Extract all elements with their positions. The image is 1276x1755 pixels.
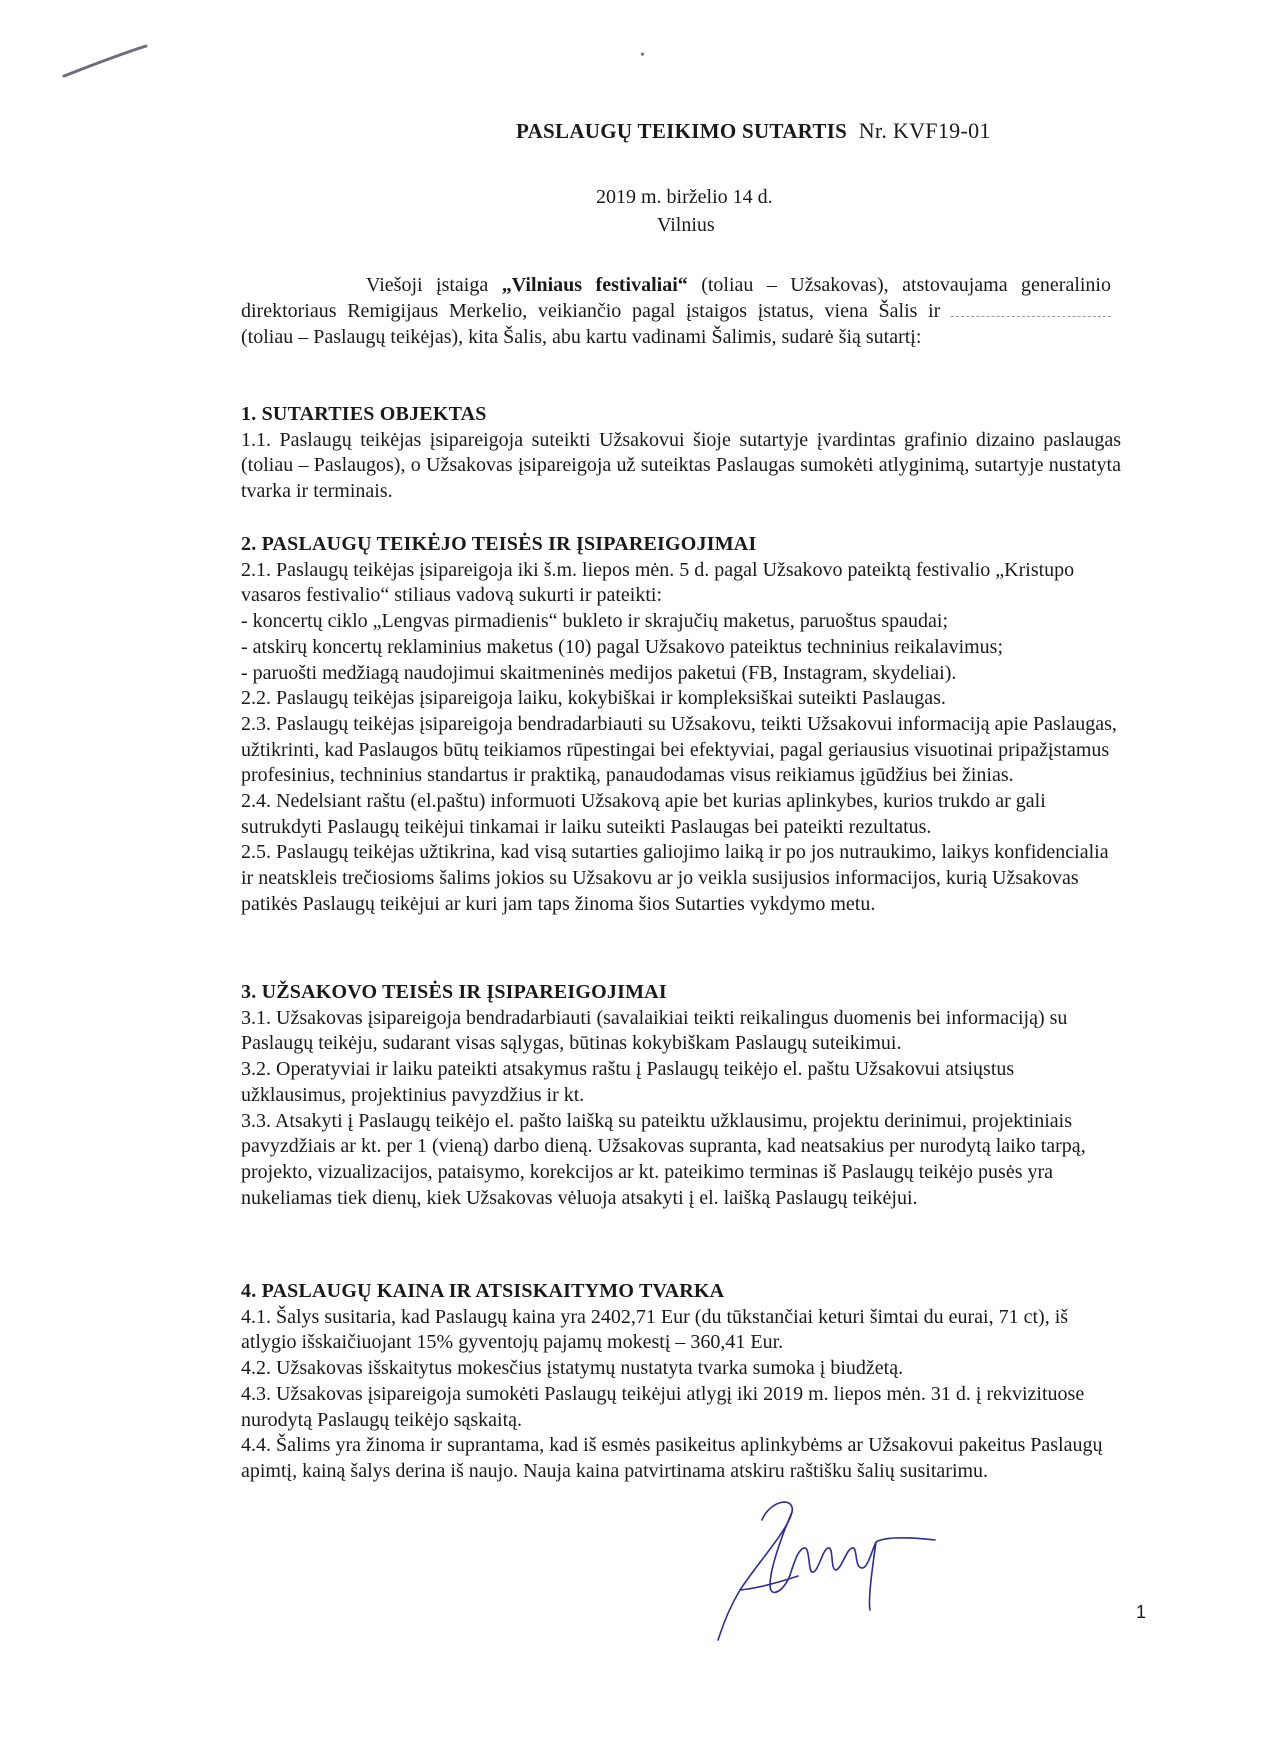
- clause: 2.2. Paslaugų teikėjas įsipareigoja laiku, kokybiškai ir kompleksiškai suteikti Paslaugas.: [241, 687, 946, 710]
- section-2: [241, 532, 1121, 918]
- section-heading: 3. UŽSAKOVO TEISĖS IR ĮSIPAREIGOJIMAI: [241, 981, 667, 1003]
- clause: 2.3. Paslaugų teikėjas įsipareigoja bendradarbiauti su Užsakovu, teikti Užsakovui informaciją apie Paslaugas, užtikrinti, kad Paslaugos būtų teikiamos rūpestingai bei efektyviai, pagal geriausius visuotinai pripažįstamus profesinius, techninius standartus ir praktiką, panaudodamas visus reikiamus įgūdžius bei žinias.: [241, 712, 1117, 787]
- signature-icon: [700, 1490, 940, 1650]
- contract-date: 2019 m. birželio 14 d.: [596, 186, 773, 208]
- clause: 4.4. Šalims yra žinoma ir suprantama, kad iš esmės pasikeitus aplinkybėms ar Užsakovui pakeitus Paslaugų apimtį, kainą šalys derina iš naujo. Nauja kaina patvirtinama atskiru raštišku šalių susitarimu.: [241, 1434, 1103, 1482]
- redacted-name: [951, 302, 1111, 317]
- intro-prefix: Viešoji įstaiga: [366, 274, 502, 296]
- clause: 3.1. Užsakovas įsipareigoja bendradarbiauti (savalaikiai teikti reikalingus duomenis bei informaciją) su Paslaugų teikėju, sudarant visas sąlygas, būtinas kokybiškam Paslaugų suteikimui.: [241, 1006, 1068, 1055]
- clause: 3.2. Operatyviai ir laiku pateikti atsakymus raštu į Paslaugų teikėjo el. paštu Užsakovui atsiųstus užklausimus, projektinius pavyzdžius ir kt.: [241, 1058, 1015, 1106]
- clause: 2.4. Nedelsiant raštu (el.paštu) informuoti Užsakovą apie bet kurias aplinkybes, kurios trukdo ar gali sutrukdyti Paslaugų teikėjui tinkamai ir laiku suteikti Paslaugas bei pateikti rezultatus.: [241, 790, 1046, 838]
- clause: 2.5. Paslaugų teikėjas užtikrina, kad visą sutarties galiojimo laiką ir po jos nutraukimo, laikys konfidencialia ir neatskleis trečiosioms šalims jokios su Užsakovu ar jo veikla susijusios informacijos, kurią Užsakovas patikės Paslaugų teikėjui ar kuri jam taps žinoma šios Sutarties vykdymo metu.: [241, 841, 1109, 915]
- list-item: - paruošti medžiagą naudojimui skaitmeninės medijos paketui (FB, Instagram, skydeliai).: [241, 661, 957, 684]
- section-4: [241, 1279, 1121, 1485]
- page-title: [516, 118, 1076, 144]
- page-number: 1: [1136, 1602, 1147, 1622]
- pen-stroke-mark: [60, 40, 150, 80]
- list-item: - koncertų ciklo „Lengvas pirmadienis“ bukleto ir skrajučių maketus, paruoštus spaudai;: [241, 610, 949, 633]
- section-heading: 4. PASLAUGŲ KAINA IR ATSISKAITYMO TVARKA: [241, 1280, 725, 1302]
- clause: 4.3. Užsakovas įsipareigoja sumokėti Paslaugų teikėjui atlygį iki 2019 m. liepos mėn. 31 d. į rekvizituose nurodytą Paslaugų teikėjo sąskaitą.: [241, 1382, 1085, 1431]
- section-heading: 1. SUTARTIES OBJEKTAS: [241, 403, 487, 425]
- clause: 4.2. Užsakovas išskaitytus mokesčius įstatymų nustatyta tvarka sumoka į biudžetą.: [241, 1357, 904, 1380]
- intro-line2: (toliau – Paslaugų teikėjas), kita Šalis, abu kartu vadinami Šalimis, sudarė šią sutartį:: [241, 326, 922, 348]
- org-name: „Vilniaus festivaliai“: [501, 274, 688, 296]
- contract-title: PASLAUGŲ TEIKIMO SUTARTIS: [516, 119, 848, 143]
- intro-paragraph: [241, 272, 1111, 350]
- section-heading: 2. PASLAUGŲ TEIKĖJO TEISĖS IR ĮSIPAREIGOJIMAI: [241, 533, 757, 555]
- speck: •: [640, 48, 645, 63]
- clause: 3.3. Atsakyti į Paslaugų teikėjo el. pašto laišką su pateiktu užklausimu, projektu derinimui, projektiniais pavyzdžiais ar kt. per 1 (vieną) darbo dieną. Užsakovas supranta, kad neatsakius per nurodytą laiko tarpą, projekto, vizualizacijos, pataisymo, korekcijos ar kt. pateikimo terminas iš Paslaugų teikėjo pusės yra nukeliamas tiek dienų, kiek Užsakovas vėluoja atsakyti į el. laišką Paslaugų teikėjui.: [241, 1109, 1086, 1209]
- clause: 4.1. Šalys susitaria, kad Paslaugų kaina yra 2402,71 Eur (du tūkstančiai keturi šimtai du eurai, 71 ct), iš atlygio išskaičiuojant 15% gyventojų pajamų mokestį – 360,41 Eur.: [241, 1305, 1069, 1354]
- intro-line1: (toliau – Užsakovas), atstovaujama generalinio direktoriaus Remigijaus Merkelio, veikiančio pagal įstaigos įstatus, viena Šalis ir: [241, 274, 1111, 322]
- section-3: [241, 980, 1121, 1211]
- section-1: [241, 402, 1121, 505]
- contract-city: Vilnius: [657, 214, 715, 236]
- contract-number: Nr. KVF19-01: [858, 118, 991, 143]
- clause: 1.1. Paslaugų teikėjas įsipareigoja suteikti Užsakovui šioje sutartyje įvardintas grafinio dizaino paslaugas (toliau – Paslaugos), o Užsakovas įsipareigoja už suteiktas Paslaugas sumokėti atlyginimą, sutartyje nustatyta tvarka ir terminais.: [241, 428, 1121, 503]
- list-item: - atskirų koncertų reklaminius maketus (10) pagal Užsakovo pateiktus techninius reikalavimus;: [241, 635, 1004, 658]
- clause: 2.1. Paslaugų teikėjas įsipareigoja iki š.m. liepos mėn. 5 d. pagal Užsakovo pateiktą festivalio „Kristupo vasaros festivalio“ stiliaus vadovą sukurti ir pateikti:: [241, 558, 1075, 607]
